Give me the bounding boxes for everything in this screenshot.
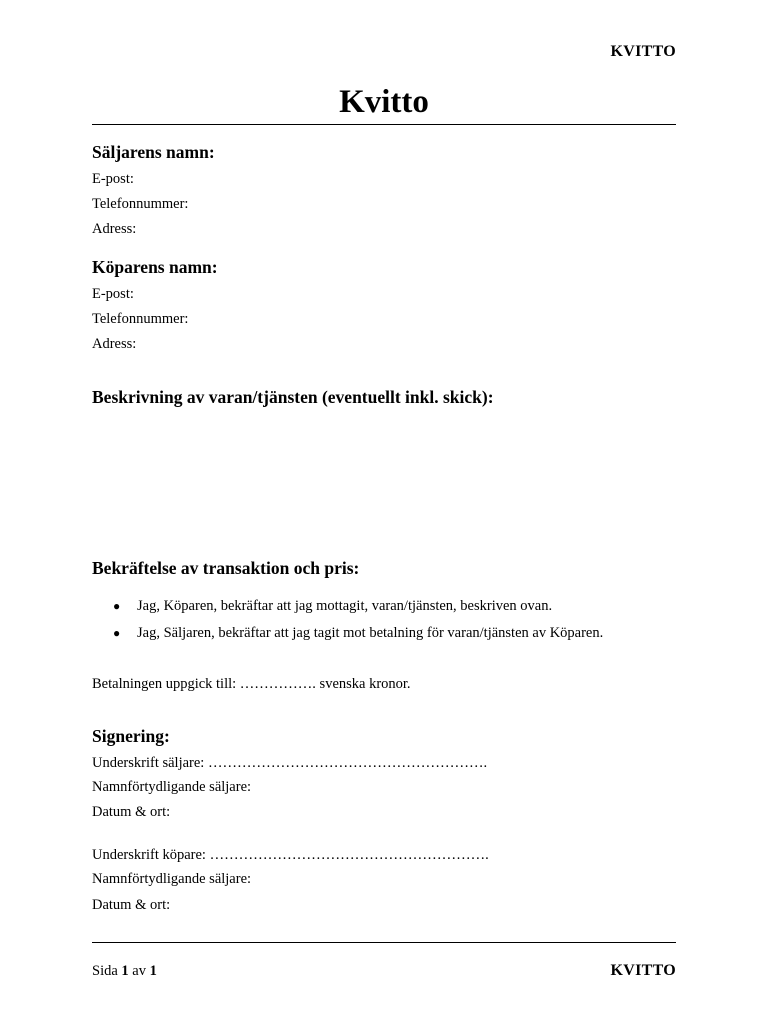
- buyer-address-label: Adress:: [92, 336, 137, 352]
- header-label: KVITTO: [610, 43, 676, 60]
- confirmation-bullet-buyer: Jag, Köparen, bekräftar att jag mottagit, varan/tjänsten, beskriven ovan.: [137, 598, 553, 614]
- buyer-phone-label: Telefonnummer:: [92, 311, 189, 327]
- page-number: Sida 1 av 1: [92, 963, 157, 979]
- footer-rule: [92, 942, 676, 943]
- document-title: Kvitto: [339, 84, 429, 120]
- confirmation-bullet-seller: Jag, Säljaren, bekräftar att jag tagit mot betalning för varan/tjänsten av Köparen.: [137, 625, 604, 641]
- title-rule: [92, 124, 676, 125]
- seller-name-clarification: Namnförtydligande säljare:: [92, 779, 252, 795]
- seller-signature-line: Underskrift säljare: ………………………………………………….: [92, 755, 488, 771]
- buyer-heading: Köparens namn:: [92, 257, 218, 277]
- buyer-name-clarification: Namnförtydligande säljare:: [92, 871, 252, 887]
- seller-phone-label: Telefonnummer:: [92, 196, 189, 212]
- signing-heading: Signering:: [92, 726, 170, 746]
- seller-heading: Säljarens namn:: [92, 142, 215, 162]
- footer-label: KVITTO: [610, 962, 676, 979]
- bullet-icon: ●: [113, 599, 121, 613]
- seller-email-label: E-post:: [92, 171, 134, 187]
- bullet-icon: ●: [113, 626, 121, 640]
- payment-amount-line: Betalningen uppgick till: ……………. svenska kronor.: [92, 676, 411, 692]
- confirmation-heading: Bekräftelse av transaktion och pris:: [92, 558, 360, 578]
- buyer-email-label: E-post:: [92, 286, 134, 302]
- buyer-signature-line: Underskrift köpare: ………………………………………………….: [92, 847, 489, 863]
- buyer-date-place: Datum & ort:: [92, 897, 171, 913]
- seller-address-label: Adress:: [92, 221, 137, 237]
- description-heading: Beskrivning av varan/tjänsten (eventuellt inkl. skick):: [92, 387, 494, 407]
- seller-date-place: Datum & ort:: [92, 804, 171, 820]
